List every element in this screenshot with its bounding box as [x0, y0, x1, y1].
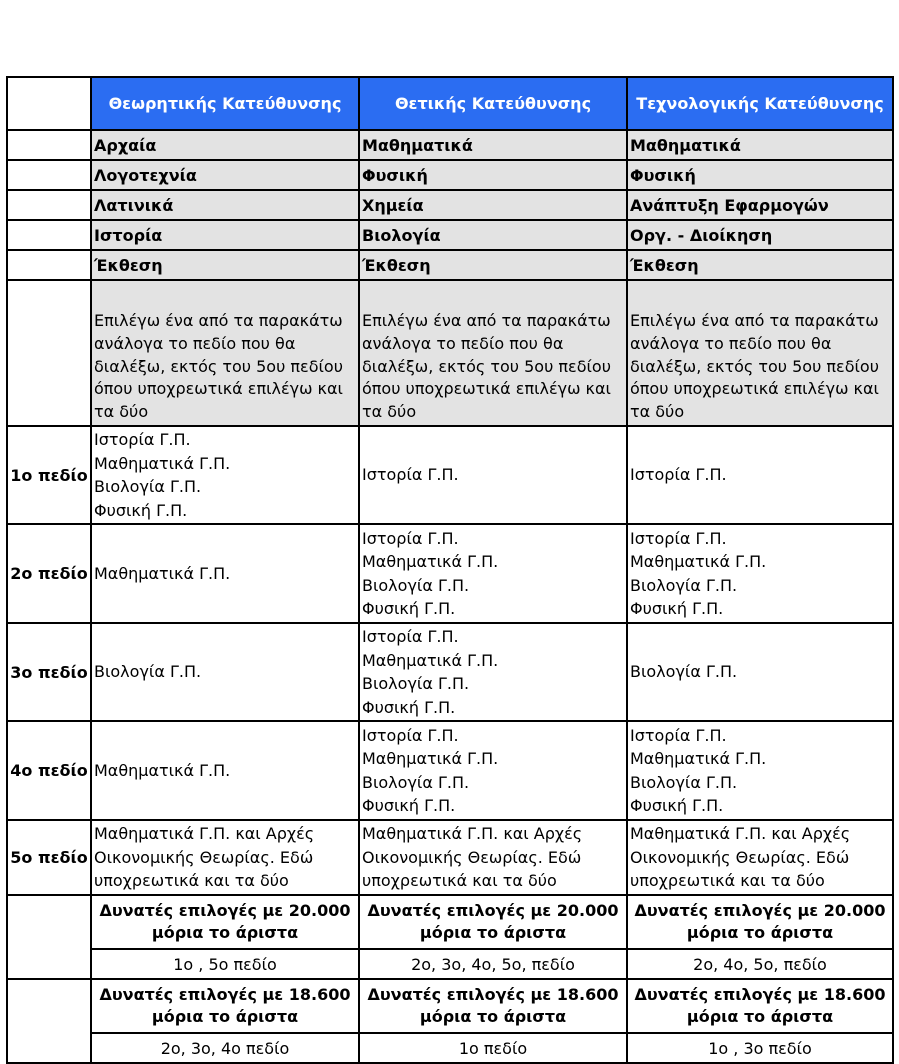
- options-value: 2ο, 3ο, 4ο πεδίο: [91, 1033, 359, 1063]
- empty-label-cell: [7, 895, 91, 979]
- course-line: Φυσική Γ.Π.: [362, 599, 456, 618]
- empty-label-cell: [7, 220, 91, 250]
- subjects-table: [6, 76, 894, 1064]
- options-value: 2ο, 4ο, 5ο, πεδίο: [627, 949, 893, 979]
- table-body: [7, 77, 893, 1063]
- subject-row: [7, 250, 893, 280]
- options-values-row: [7, 1033, 893, 1063]
- field-row: [7, 623, 893, 721]
- field-cell: [359, 524, 627, 623]
- options-title-row: [7, 895, 893, 949]
- field-cell: [91, 524, 359, 623]
- course-line: Μαθηματικά Γ.Π.: [362, 552, 499, 571]
- course-line: Φυσική Γ.Π.: [630, 796, 724, 815]
- empty-label-cell: [7, 160, 91, 190]
- subject-cell: Βιολογία: [359, 220, 627, 250]
- course-line: Μαθηματικά Γ.Π.: [94, 760, 231, 780]
- subject-cell: Ιστορία: [91, 220, 359, 250]
- field-label: 3ο πεδίο: [7, 623, 91, 721]
- instruction-cell: Επιλέγω ένα από τα παρακάτω ανάλογα το πεδίο που θα διαλέξω, εκτός του 5ου πεδίου όπου υποχρεωτικά επιλέγω και τα δύο: [627, 280, 893, 426]
- subject-cell: Φυσική: [359, 160, 627, 190]
- empty-label-cell: [7, 979, 91, 1063]
- course-line: Οικονομικής Θεωρίας. Εδώ: [630, 847, 850, 867]
- options-title: Δυνατές επιλογές με 18.600 μόρια το άριστα: [627, 979, 893, 1033]
- course-line: Ιστορία Γ.Π.: [630, 465, 727, 485]
- course-line: Μαθηματικά Γ.Π.: [362, 650, 499, 670]
- field-cell: [91, 721, 359, 820]
- course-line: Βιολογία Γ.Π.: [362, 674, 470, 693]
- field-cell: [627, 721, 893, 820]
- field-label: 2ο πεδίο: [7, 524, 91, 623]
- course-line: Μαθηματικά Γ.Π.: [630, 552, 767, 571]
- course-line: Βιολογία Γ.Π.: [362, 575, 470, 595]
- course-line: Φυσική Γ.Π.: [362, 697, 456, 717]
- options-value: 1ο , 3ο πεδίο: [627, 1033, 893, 1063]
- subject-row: [7, 190, 893, 220]
- subject-cell: Χημεία: [359, 190, 627, 220]
- page: [6, 76, 894, 1064]
- course-line: Οικονομικής Θεωρίας. Εδώ: [94, 847, 314, 867]
- course-line: Μαθηματικά Γ.Π.: [362, 749, 499, 768]
- field-row: [7, 721, 893, 820]
- options-value: 2ο, 3ο, 4ο, 5ο, πεδίο: [359, 949, 627, 979]
- course-line: Μαθηματικά Γ.Π.: [94, 563, 231, 583]
- field-row: [7, 820, 893, 895]
- subject-cell: Αρχαία: [91, 130, 359, 160]
- subject-cell: Έκθεση: [359, 250, 627, 280]
- options-title: Δυνατές επιλογές με 20.000 μόρια το άριστα: [359, 895, 627, 949]
- field-label: 1ο πεδίο: [7, 426, 91, 524]
- field-row: [7, 524, 893, 623]
- course-line: Μαθηματικά Γ.Π.: [94, 453, 231, 473]
- options-values-row: [7, 949, 893, 979]
- subject-row: [7, 160, 893, 190]
- field-cell: [91, 820, 359, 895]
- header-technological: Τεχνολογικής Κατεύθυνσης: [627, 77, 893, 130]
- field-cell: [627, 426, 893, 524]
- course-line: υποχρεωτικά και τα δύο: [630, 871, 825, 891]
- instruction-cell: Επιλέγω ένα από τα παρακάτω ανάλογα το πεδίο που θα διαλέξω, εκτός του 5ου πεδίου όπου υποχρεωτικά επιλέγω και τα δύο: [91, 280, 359, 426]
- field-cell: [627, 524, 893, 623]
- course-line: Ιστορία Γ.Π.: [362, 725, 459, 745]
- course-line: Ιστορία Γ.Π.: [362, 465, 459, 485]
- subject-row: [7, 130, 893, 160]
- course-line: Μαθηματικά Γ.Π.: [630, 749, 767, 768]
- options-title: Δυνατές επιλογές με 20.000 μόρια το άριστα: [91, 895, 359, 949]
- course-line: Ιστορία Γ.Π.: [94, 430, 191, 449]
- course-line: Ιστορία Γ.Π.: [630, 725, 727, 745]
- field-label: 5ο πεδίο: [7, 820, 91, 895]
- subject-cell: Έκθεση: [627, 250, 893, 280]
- options-value: 1ο , 5ο πεδίο: [91, 949, 359, 979]
- course-line: Βιολογία Γ.Π.: [630, 575, 738, 595]
- subject-row: [7, 220, 893, 250]
- subject-cell: Ανάπτυξη Εφαρμογών: [627, 190, 893, 220]
- subject-cell: Μαθηματικά: [627, 130, 893, 160]
- field-cell: [91, 623, 359, 721]
- course-line: Φυσική Γ.Π.: [362, 796, 456, 815]
- course-line: Βιολογία Γ.Π.: [94, 662, 202, 682]
- empty-label-cell: [7, 280, 91, 426]
- subject-cell: Λατινικά: [91, 190, 359, 220]
- course-line: Βιολογία Γ.Π.: [630, 662, 738, 682]
- field-cell: [359, 426, 627, 524]
- course-line: Βιολογία Γ.Π.: [94, 477, 202, 496]
- subject-cell: Λογοτεχνία: [91, 160, 359, 190]
- header-theoretical: Θεωρητικής Κατεύθυνσης: [91, 77, 359, 130]
- options-title: Δυνατές επιλογές με 20.000 μόρια το άριστα: [627, 895, 893, 949]
- field-cell: [627, 623, 893, 721]
- course-line: Βιολογία Γ.Π.: [630, 772, 738, 792]
- subject-cell: Οργ. - Διοίκηση: [627, 220, 893, 250]
- field-label: 4ο πεδίο: [7, 721, 91, 820]
- course-line: Μαθηματικά Γ.Π. και Αρχές: [362, 824, 583, 844]
- empty-label-cell: [7, 190, 91, 220]
- field-cell: [91, 426, 359, 524]
- course-line: υποχρεωτικά και τα δύο: [362, 871, 557, 891]
- empty-label-cell: [7, 250, 91, 280]
- header-positive: Θετικής Κατεύθυνσης: [359, 77, 627, 130]
- course-line: υποχρεωτικά και τα δύο: [94, 871, 289, 891]
- corner-cell: [7, 77, 91, 130]
- field-cell: [359, 623, 627, 721]
- course-line: Μαθηματικά Γ.Π. και Αρχές: [94, 824, 315, 844]
- subject-cell: Έκθεση: [91, 250, 359, 280]
- course-line: Φυσική Γ.Π.: [630, 599, 724, 618]
- options-title-row: [7, 979, 893, 1033]
- course-line: Βιολογία Γ.Π.: [362, 772, 470, 792]
- field-cell: [359, 721, 627, 820]
- options-title: Δυνατές επιλογές με 18.600 μόρια το άριστα: [91, 979, 359, 1033]
- options-title: Δυνατές επιλογές με 18.600 μόρια το άριστα: [359, 979, 627, 1033]
- course-line: Ιστορία Γ.Π.: [362, 627, 459, 646]
- course-line: Ιστορία Γ.Π.: [630, 528, 727, 548]
- options-value: 1ο πεδίο: [359, 1033, 627, 1063]
- course-line: Οικονομικής Θεωρίας. Εδώ: [362, 847, 582, 867]
- instruction-row: [7, 280, 893, 426]
- course-line: Ιστορία Γ.Π.: [362, 528, 459, 548]
- field-cell: [359, 820, 627, 895]
- course-line: Φυσική Γ.Π.: [94, 500, 188, 520]
- subject-cell: Φυσική: [627, 160, 893, 190]
- field-row: [7, 426, 893, 524]
- empty-label-cell: [7, 130, 91, 160]
- subject-cell: Μαθηματικά: [359, 130, 627, 160]
- instruction-cell: Επιλέγω ένα από τα παρακάτω ανάλογα το πεδίο που θα διαλέξω, εκτός του 5ου πεδίου όπου υποχρεωτικά επιλέγω και τα δύο: [359, 280, 627, 426]
- header-row: [7, 77, 893, 130]
- course-line: Μαθηματικά Γ.Π. και Αρχές: [630, 824, 851, 844]
- field-cell: [627, 820, 893, 895]
